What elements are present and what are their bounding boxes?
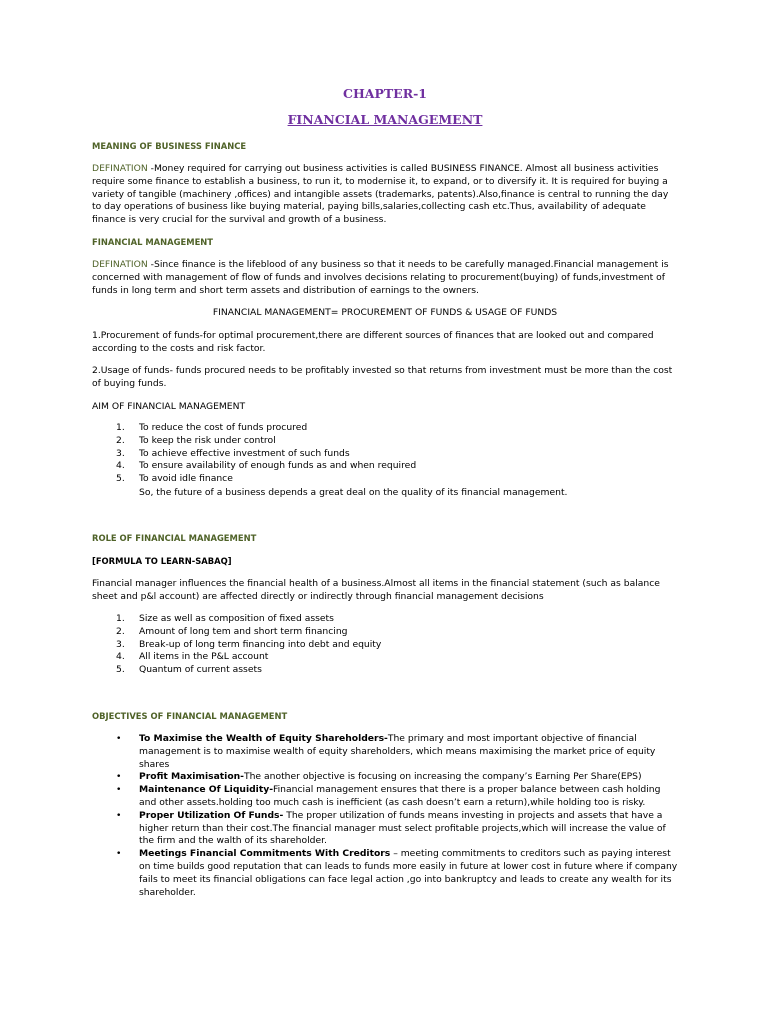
objectives-heading: OBJECTIVES OF FINANCIAL MANAGEMENT	[92, 711, 288, 721]
fm-equation: FINANCIAL MANAGEMENT= PROCUREMENT OF FUNDS & USAGE OF FUNDS	[212, 307, 558, 318]
list-item: 5. Quantum of current assets	[116, 664, 262, 676]
list-item: • To Maximise the Wealth of Equity Shareholders-The primary and most important objective of financial management is to maximise wealth of equity shareholders, which means maximising the market price of equity shares	[116, 733, 656, 770]
aim-heading: AIM OF FINANCIAL MANAGEMENT	[92, 401, 246, 412]
meaning-paragraph	[92, 163, 678, 227]
list-item: 5. To avoid idle finance	[116, 473, 233, 485]
list-item: 2. Amount of long tem and short term financing	[116, 625, 348, 637]
fm-heading: FINANCIAL MANAGEMENT	[92, 237, 214, 247]
meaning-text: -Money required for carrying out business activities is called BUSINESS FINANCE. Almost all business activities require some finance to establish a business, to run it, to modernise it, to expand, or to diversify it. It is required for buying a variety of tangible (machinery ,offices) and intangible assets (trademarks, patents).Also,finance is central to running the day to day operations of business like buying material, paying bills,salaries,collecting cash etc.Thus, availability of adequate finance is very crucial for the survival and growth of a business.	[92, 163, 669, 226]
page-title: FINANCIAL MANAGEMENT	[287, 112, 483, 127]
fm-point-1: 1.Procurement of funds-for optimal procurement,there are different sources of finances that are looked out and compared according to the costs and risk factor.	[92, 330, 654, 354]
list-item: 3. Break-up of long term financing into debt and equity	[116, 638, 382, 650]
objectives-list	[92, 733, 678, 899]
fm-text: -Since finance is the lifeblood of any business so that it needs to be carefully managed.Financial management is concerned with management of flow of funds and involves decisions relating to procurement(buying) of funds,investment of funds in long term and short term assets and distribution of earnings to the owners.	[92, 259, 669, 296]
chapter-heading: CHAPTER-1	[343, 86, 427, 101]
aim-list	[92, 422, 416, 486]
fm-paragraph	[92, 259, 678, 297]
list-item: • Meetings Financial Commitments With Creditors – meeting commitments to creditors such as paying interest on time builds good reputation that can leads to funds more easily in future at lower cost in future where if company fails to meet its financial obligations can face legal action ,go into bankruptcy and leads to create any wealth for its shareholder.	[116, 848, 678, 898]
list-item: • Maintenance Of Liquidity-Financial management ensures that there is a proper balance between cash holding and other assets.holding too much cash is inefficient (as cash doesn’t earn a return),while holding too is risky.	[116, 784, 661, 808]
list-item: 1. To reduce the cost of funds procured	[116, 422, 308, 433]
list-item: 2. To keep the risk under control	[116, 434, 276, 446]
list-item: • Proper Utilization Of Funds- The proper utilization of funds means investing in projects and assets that have a higher return than their cost.The financial manager must select profitable projects,which will increase the value of the firm and the walth of its shareholder.	[116, 809, 666, 847]
role-list	[92, 613, 381, 677]
list-item: 3. To achieve effective investment of such funds	[116, 447, 350, 459]
fm-point-2: 2.Usage of funds- funds procured needs to be profitably invested so that returns from investment must be more than the cost of buying funds.	[92, 365, 673, 389]
meaning-definition-label: DEFINATION	[92, 163, 148, 174]
list-item: 4. To ensure availability of enough funds as and when required	[116, 460, 417, 472]
meaning-heading: MEANING OF BUSINESS FINANCE	[92, 141, 247, 151]
list-item: 4. All items in the P&L account	[116, 651, 269, 663]
list-item: • Profit Maximisation-The another objective is focusing on increasing the company’s Earning Per Share(EPS)	[116, 771, 642, 783]
list-item: 1. Size as well as composition of fixed assets	[116, 613, 334, 624]
role-heading: ROLE OF FINANCIAL MANAGEMENT	[92, 533, 257, 543]
aim-conclusion: So, the future of a business depends a great deal on the quality of its financial management.	[139, 487, 568, 498]
role-formula: [FORMULA TO LEARN-SABAQ]	[92, 556, 232, 566]
fm-definition-label: DEFINATION	[92, 259, 148, 270]
role-paragraph: Financial manager influences the financial health of a business.Almost all items in the financial statement (such as balance sheet and p&l account) are affected directly or indirectly through financial management decisions	[92, 578, 660, 602]
